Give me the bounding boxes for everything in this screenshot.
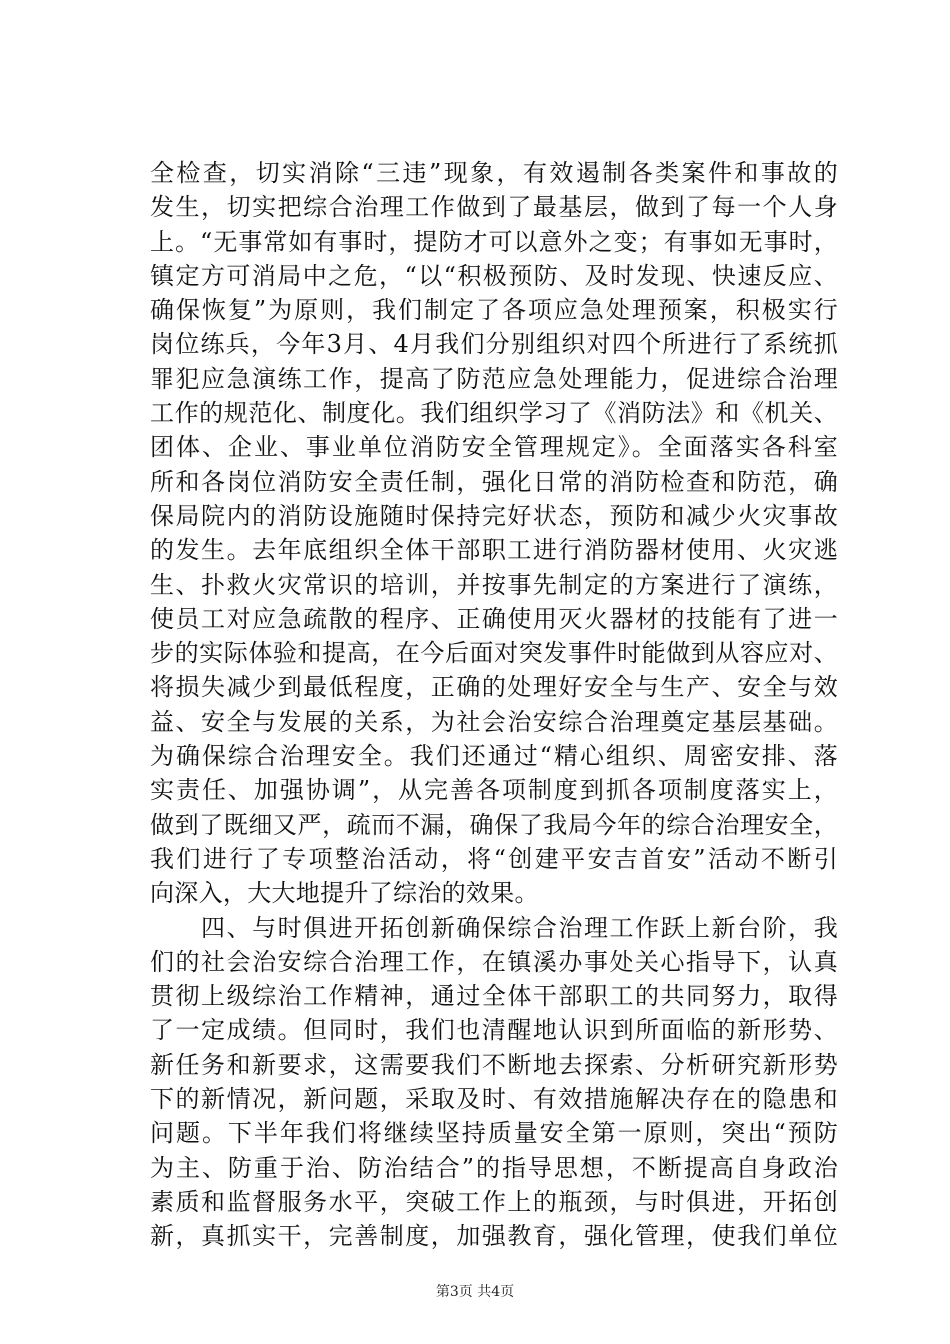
text-line: 岗位练兵，今年3月、4月我们分别组织对四个所进行了系统抓 <box>150 330 838 359</box>
text-line: 下的新情况，新问题，采取及时、有效措施解决存在的隐患和 <box>150 1085 838 1114</box>
text-line: 实责任、加强协调”，从完善各项制度到抓各项制度落实上， <box>150 776 838 805</box>
text-line: 我们进行了专项整治活动，将“创建平安吉首安”活动不断引 <box>150 844 838 873</box>
text-line: 四、与时俱进开拓创新确保综合治理工作跃上新台阶，我 <box>150 913 838 942</box>
text-line: 益、安全与发展的关系，为社会治安综合治理奠定基层基础。 <box>150 707 838 736</box>
text-line: 为确保综合治理安全。我们还通过“精心组织、周密安排、落 <box>150 742 838 771</box>
text-line: 新任务和新要求，这需要我们不断地去探索、分析研究新形势 <box>150 1050 838 1079</box>
text-line: 贯彻上级综治工作精神，通过全体干部职工的共同努力，取得 <box>150 982 838 1011</box>
text-line: 发生，切实把综合治理工作做到了最基层，做到了每一个人身 <box>150 193 838 222</box>
text-line: 的发生。去年底组织全体干部职工进行消防器材使用、火灾逃 <box>150 536 838 565</box>
text-line: 团体、企业、事业单位消防安全管理规定》。全面落实各科室 <box>150 433 838 462</box>
text-line: 将损失减少到最低程度，正确的处理好安全与生产、安全与效 <box>150 673 838 702</box>
page-number-label: 第3页 共4页 <box>435 1284 515 1300</box>
text-line: 做到了既细又严，疏而不漏，确保了我局今年的综合治理安全， <box>150 810 838 839</box>
text-line: 生、扑救火灾常识的培训，并按事先制定的方案进行了演练， <box>150 570 838 599</box>
text-line: 们的社会治安综合治理工作，在镇溪办事处关心指导下，认真 <box>150 947 838 976</box>
text-line: 镇定方可消局中之危，“以“积极预防、及时发现、快速反应、 <box>150 261 838 290</box>
text-line: 步的实际体验和提高，在今后面对突发事件时能做到从容应对、 <box>150 639 838 668</box>
text-line: 上。“无事常如有事时，提防才可以意外之变；有事如无事时， <box>150 227 838 256</box>
body-text <box>150 156 838 1254</box>
text-line: 新，真抓实干，完善制度，加强教育，强化管理，使我们单位 <box>150 1222 838 1251</box>
text-line: 罪犯应急演练工作，提高了防范应急处理能力，促进综合治理 <box>150 364 838 393</box>
text-line: 确保恢复”为原则，我们制定了各项应急处理预案，积极实行 <box>150 296 838 325</box>
text-line: 工作的规范化、制度化。我们组织学习了《消防法》和《机关、 <box>150 399 838 428</box>
text-line: 向深入，大大地提升了综治的效果。 <box>150 879 539 908</box>
text-line: 所和各岗位消防安全责任制，强化日常的消防检查和防范，确 <box>150 467 838 496</box>
text-line: 保局院内的消防设施随时保持完好状态，预防和减少火灾事故 <box>150 501 838 530</box>
text-line: 使员工对应急疏散的程序、正确使用灭火器材的技能有了进一 <box>150 604 838 633</box>
text-line: 素质和监督服务水平，突破工作上的瓶颈，与时俱进，开拓创 <box>150 1187 838 1216</box>
text-line: 为主、防重于治、防治结合”的指导思想，不断提高自身政治 <box>150 1153 838 1182</box>
text-line: 问题。下半年我们将继续坚持质量安全第一原则，突出“预防 <box>150 1119 838 1148</box>
text-line: 了一定成绩。但同时，我们也清醒地认识到所面临的新形势、 <box>150 1016 838 1045</box>
text-line: 全检查，切实消除“三违”现象，有效遏制各类案件和事故的 <box>150 159 838 187</box>
page-footer <box>0 1283 950 1301</box>
